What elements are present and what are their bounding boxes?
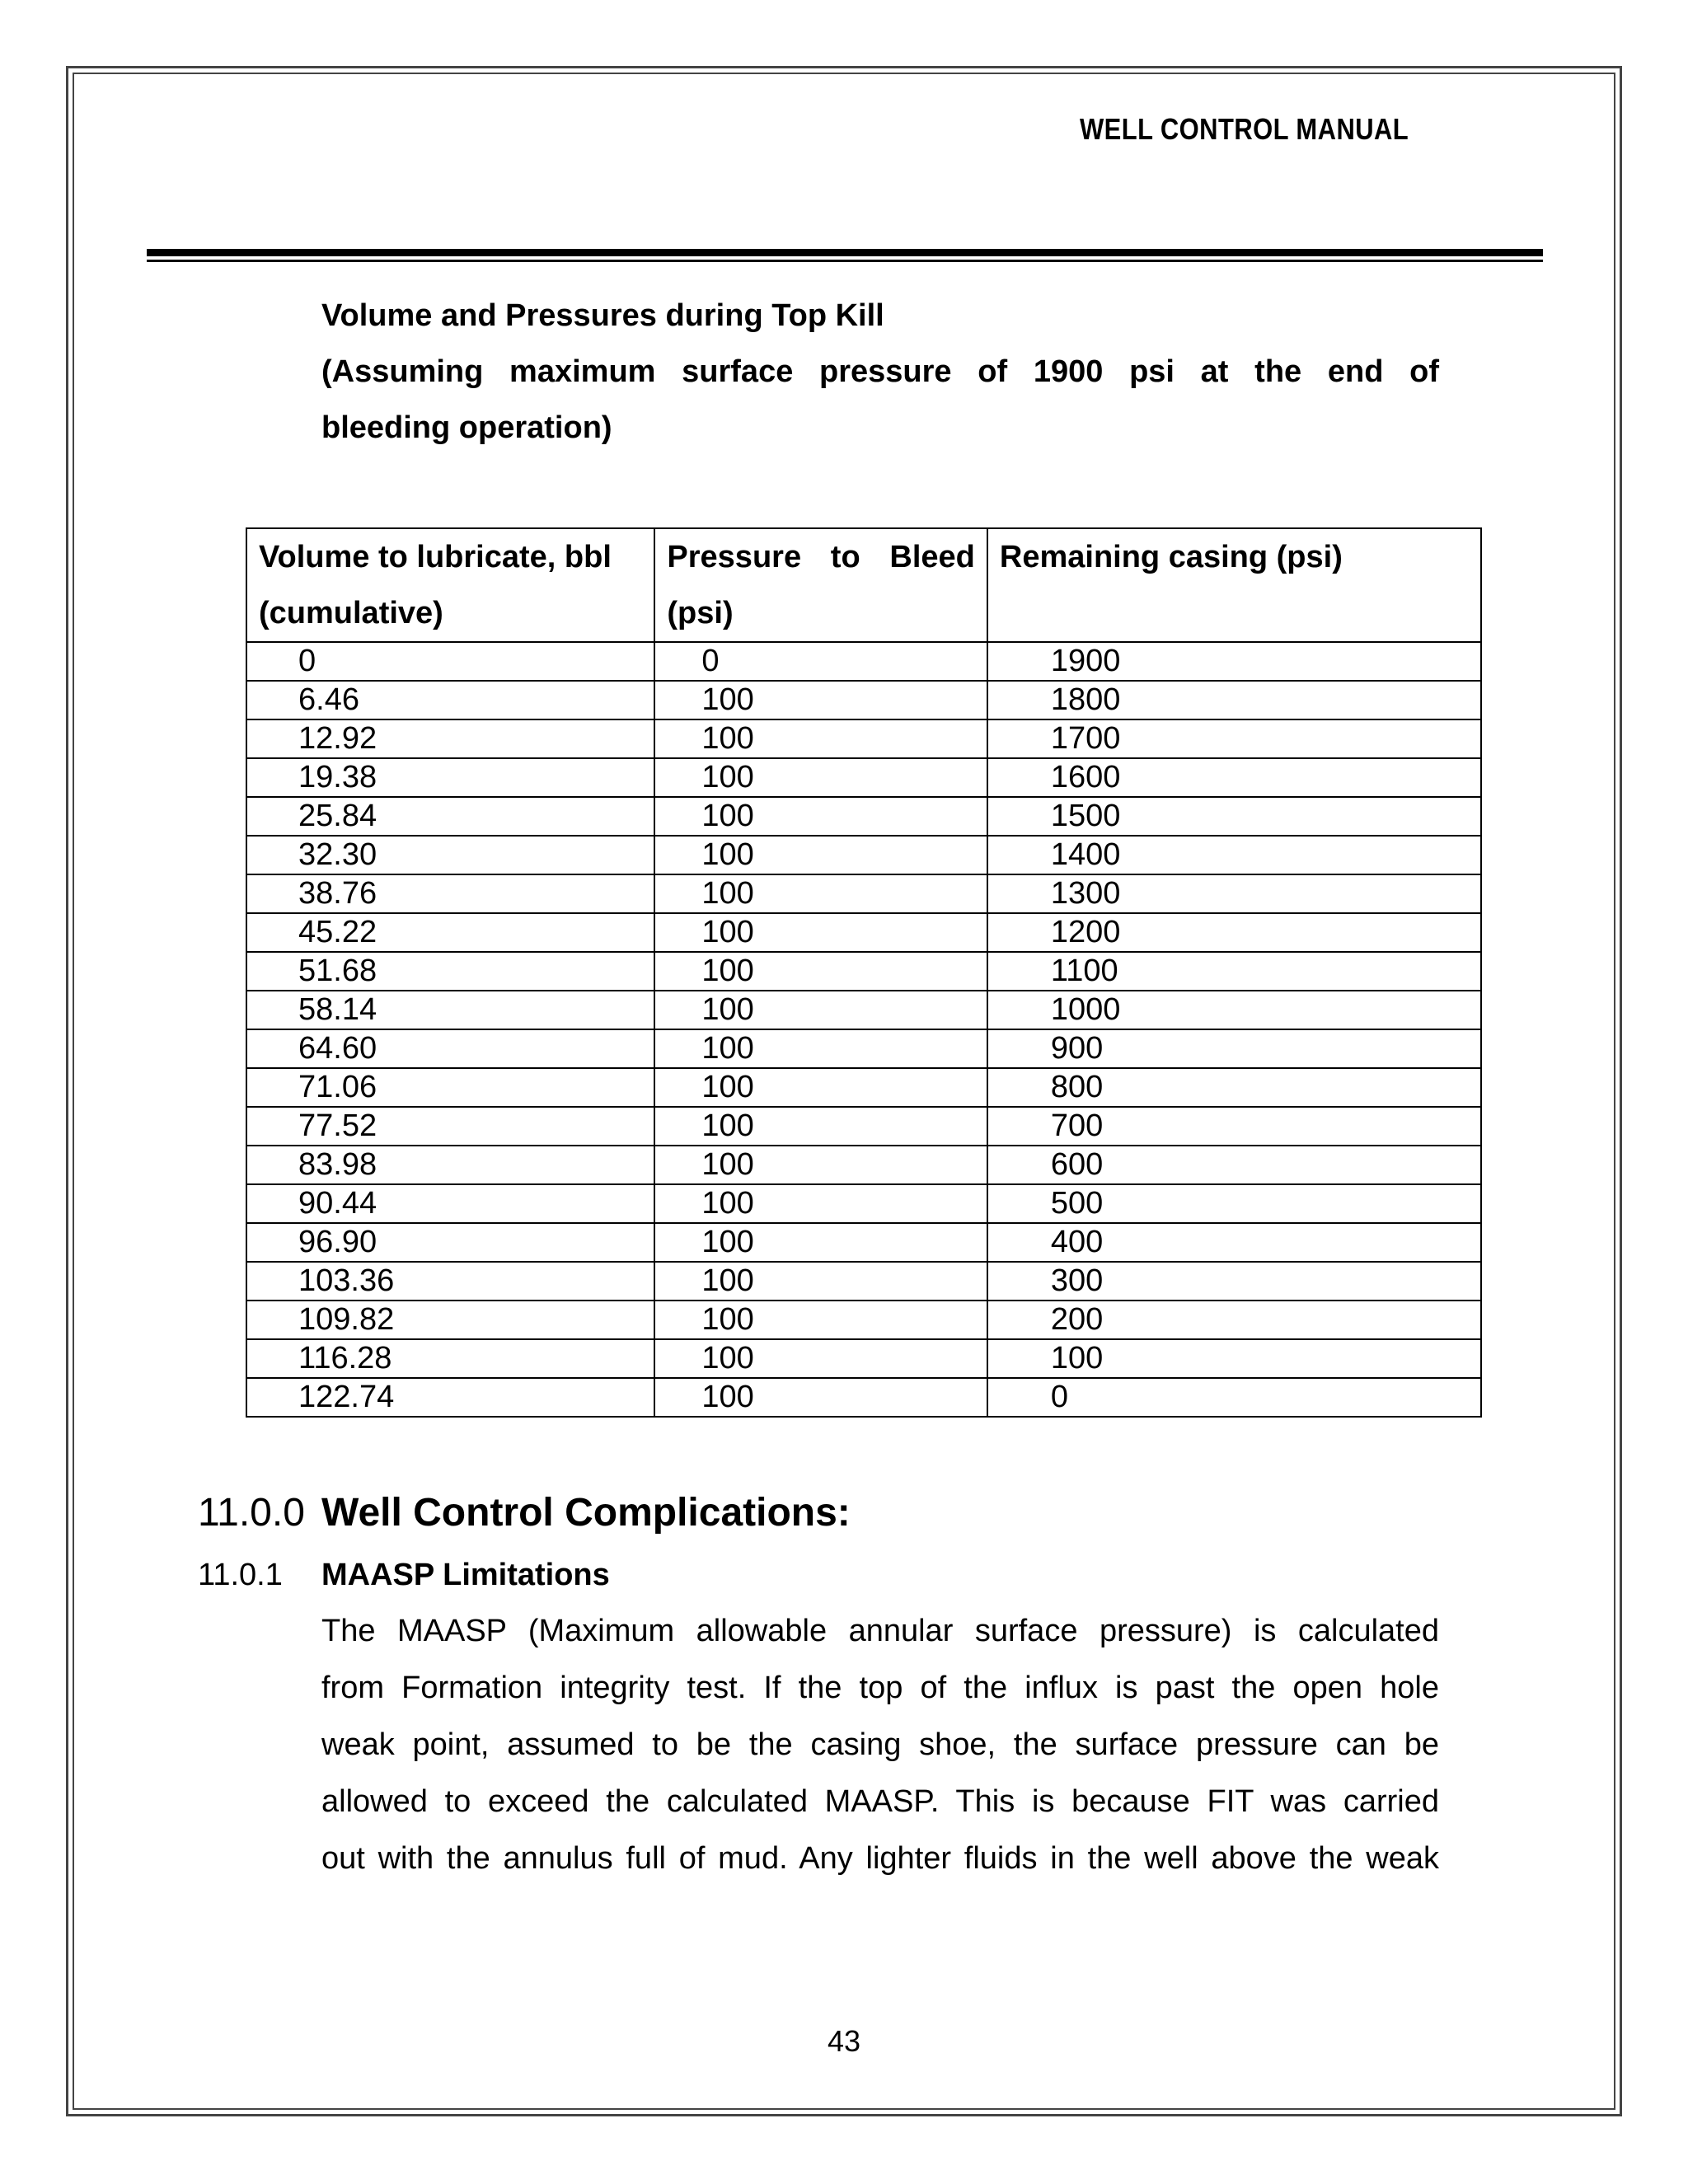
header-volume-line-2: (cumulative)	[259, 596, 443, 630]
header-volume-line-1: Volume to lubricate, bbl	[259, 540, 612, 574]
cell-volume: 83.98	[246, 1146, 654, 1184]
cell-remaining-casing: 1800	[987, 681, 1481, 719]
subsection-title: MAASP Limitations	[321, 1558, 610, 1592]
table-row	[246, 1223, 1481, 1262]
section-title: Well Control Complications:	[321, 1491, 851, 1535]
cell-volume: 45.22	[246, 913, 654, 952]
cell-pressure-bleed: 100	[654, 758, 987, 797]
cell-remaining-casing: 1900	[987, 642, 1481, 681]
cell-pressure-bleed: 100	[654, 1068, 987, 1107]
cell-remaining-casing: 900	[987, 1029, 1481, 1068]
table-row	[246, 952, 1481, 991]
table-row	[246, 681, 1481, 719]
cell-volume: 96.90	[246, 1223, 654, 1262]
cell-pressure-bleed: 100	[654, 836, 987, 874]
paragraph-line: The MAASP (Maximum allowable annular surface pressure) is calculated	[321, 1614, 1439, 1648]
cell-pressure-bleed: 100	[654, 1301, 987, 1339]
caption-note-line-2: bleeding operation)	[321, 410, 612, 445]
cell-volume: 103.36	[246, 1262, 654, 1301]
cell-volume: 116.28	[246, 1339, 654, 1378]
cell-remaining-casing: 700	[987, 1107, 1481, 1146]
caption-note-line-1: (Assuming maximum surface pressure of 1900 psi at the end of	[321, 354, 1439, 389]
table-row	[246, 1301, 1481, 1339]
cell-remaining-casing: 800	[987, 1068, 1481, 1107]
cell-pressure-bleed: 100	[654, 719, 987, 758]
table-row	[246, 797, 1481, 836]
cell-volume: 77.52	[246, 1107, 654, 1146]
table-row	[246, 1378, 1481, 1417]
cell-pressure-bleed: 100	[654, 991, 987, 1029]
table-row	[246, 1146, 1481, 1184]
cell-remaining-casing: 300	[987, 1262, 1481, 1301]
cell-pressure-bleed: 0	[654, 642, 987, 681]
header-remaining-line-1: Remaining casing (psi)	[999, 540, 1343, 574]
cell-volume: 12.92	[246, 719, 654, 758]
pressure-volume-table	[246, 527, 1482, 1418]
cell-pressure-bleed: 100	[654, 797, 987, 836]
cell-remaining-casing: 1100	[987, 952, 1481, 991]
cell-volume: 51.68	[246, 952, 654, 991]
cell-volume: 38.76	[246, 874, 654, 913]
paragraph-line: allowed to exceed the calculated MAASP. This is because FIT was carried	[321, 1784, 1439, 1819]
table-row	[246, 913, 1481, 952]
table-body	[246, 642, 1481, 1417]
paragraph-line: out with the annulus full of mud. Any lighter fluids in the well above the weak	[321, 1841, 1439, 1876]
header-pressure	[654, 528, 987, 642]
table-row	[246, 874, 1481, 913]
cell-volume: 58.14	[246, 991, 654, 1029]
cell-volume: 64.60	[246, 1029, 654, 1068]
cell-remaining-casing: 1600	[987, 758, 1481, 797]
cell-remaining-casing: 400	[987, 1223, 1481, 1262]
cell-remaining-casing: 1000	[987, 991, 1481, 1029]
table-row	[246, 719, 1481, 758]
cell-volume: 122.74	[246, 1378, 654, 1417]
paragraph-line: from Formation integrity test. If the top of the influx is past the open hole	[321, 1671, 1439, 1705]
header-rule-thin	[147, 260, 1543, 262]
table-row	[246, 1184, 1481, 1223]
header-pressure-line-1: Pressure to Bleed	[667, 540, 975, 574]
cell-pressure-bleed: 100	[654, 1146, 987, 1184]
cell-volume: 0	[246, 642, 654, 681]
running-header: WELL CONTROL MANUAL	[1080, 112, 1409, 146]
cell-pressure-bleed: 100	[654, 1378, 987, 1417]
cell-volume: 19.38	[246, 758, 654, 797]
cell-volume: 90.44	[246, 1184, 654, 1223]
header-rule-thick	[147, 249, 1543, 256]
table-row	[246, 1029, 1481, 1068]
cell-remaining-casing: 1700	[987, 719, 1481, 758]
table-row	[246, 1068, 1481, 1107]
cell-remaining-casing: 1500	[987, 797, 1481, 836]
cell-pressure-bleed: 100	[654, 1223, 987, 1262]
cell-pressure-bleed: 100	[654, 952, 987, 991]
cell-remaining-casing: 100	[987, 1339, 1481, 1378]
page-number: 43	[827, 2024, 861, 2058]
caption-title: Volume and Pressures during Top Kill	[321, 298, 884, 333]
cell-pressure-bleed: 100	[654, 1029, 987, 1068]
table-row	[246, 1339, 1481, 1378]
cell-pressure-bleed: 100	[654, 1184, 987, 1223]
cell-volume: 109.82	[246, 1301, 654, 1339]
table-row	[246, 1107, 1481, 1146]
header-volume	[246, 528, 654, 642]
cell-volume: 6.46	[246, 681, 654, 719]
subsection-number: 11.0.1	[198, 1558, 283, 1592]
table-row	[246, 836, 1481, 874]
section-number: 11.0.0	[198, 1491, 305, 1535]
table-row	[246, 758, 1481, 797]
cell-remaining-casing: 0	[987, 1378, 1481, 1417]
cell-volume: 25.84	[246, 797, 654, 836]
table-header-row	[246, 528, 1481, 642]
cell-remaining-casing: 1300	[987, 874, 1481, 913]
header-remaining	[987, 528, 1481, 642]
cell-volume: 71.06	[246, 1068, 654, 1107]
cell-volume: 32.30	[246, 836, 654, 874]
table-row	[246, 991, 1481, 1029]
paragraph-line: weak point, assumed to be the casing shoe, the surface pressure can be	[321, 1727, 1439, 1762]
cell-remaining-casing: 1400	[987, 836, 1481, 874]
cell-pressure-bleed: 100	[654, 1339, 987, 1378]
cell-pressure-bleed: 100	[654, 913, 987, 952]
table-row	[246, 1262, 1481, 1301]
cell-remaining-casing: 200	[987, 1301, 1481, 1339]
cell-pressure-bleed: 100	[654, 1262, 987, 1301]
table-row	[246, 642, 1481, 681]
header-pressure-line-2: (psi)	[667, 596, 734, 630]
cell-pressure-bleed: 100	[654, 1107, 987, 1146]
cell-remaining-casing: 500	[987, 1184, 1481, 1223]
cell-remaining-casing: 600	[987, 1146, 1481, 1184]
cell-remaining-casing: 1200	[987, 913, 1481, 952]
cell-pressure-bleed: 100	[654, 681, 987, 719]
cell-pressure-bleed: 100	[654, 874, 987, 913]
